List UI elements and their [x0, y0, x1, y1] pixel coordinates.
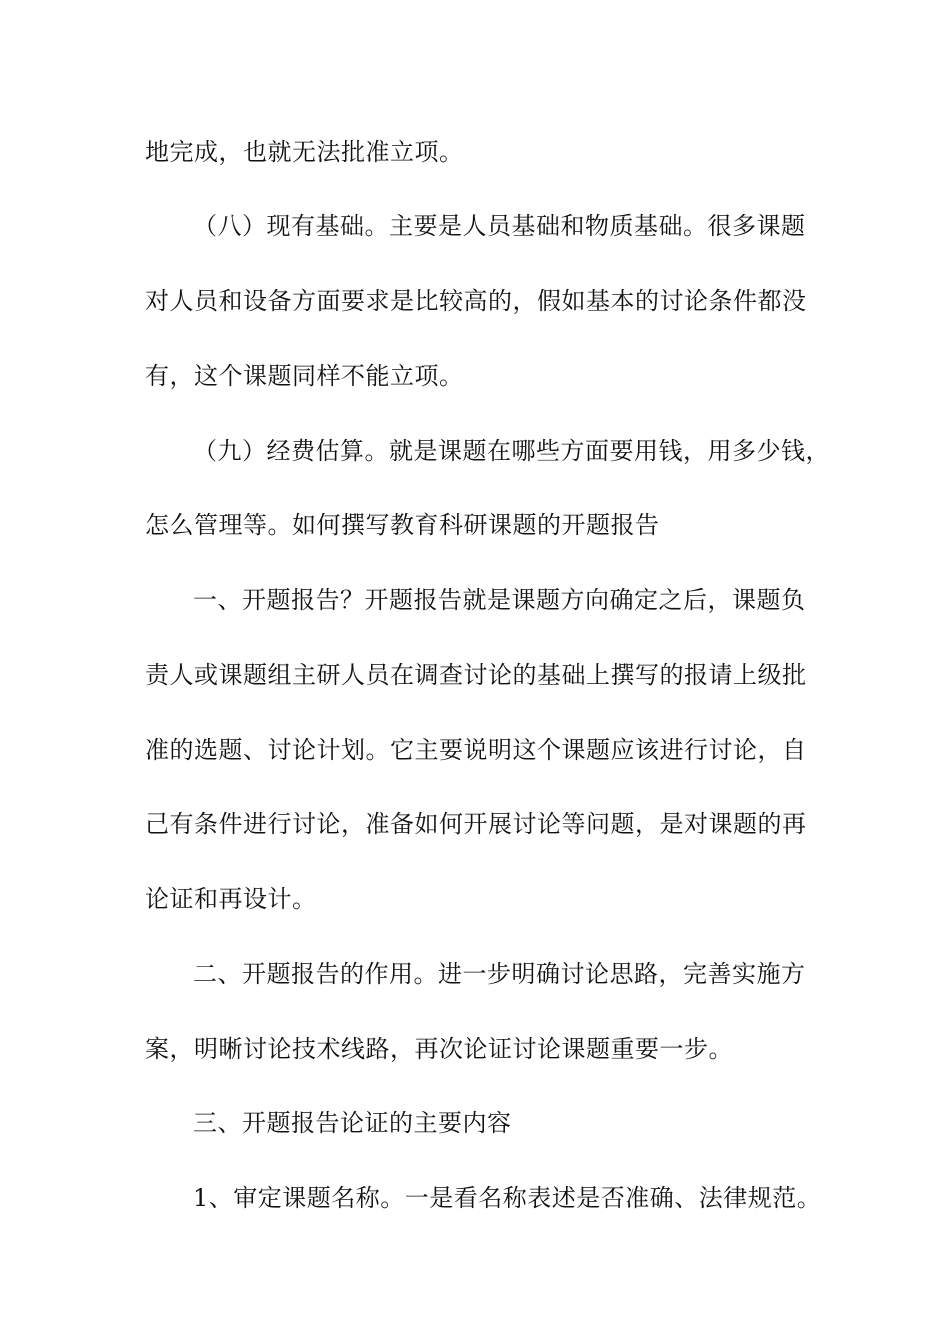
- text-line: 1、审定课题名称。一是看名称表述是否准确、法律规范。: [193, 1184, 822, 1212]
- text-line: 有，这个课题同样不能立项。: [145, 362, 464, 390]
- text-line: 对人员和设备方面要求是比较高的，假如基本的讨论条件都没: [145, 287, 807, 315]
- text-line: 怎么管理等。如何撰写教育科研课题的开题报告: [145, 511, 660, 539]
- text-line: 一、开题报告？开题报告就是课题方向确定之后，课题负: [193, 586, 806, 614]
- text-line: 己有条件进行讨论，准备如何开展讨论等问题，是对课题的再: [145, 810, 807, 838]
- text-line: 准的选题、讨论计划。它主要说明这个课题应该进行讨论，自: [145, 736, 807, 764]
- text-line: 论证和再设计。: [145, 885, 317, 913]
- text-line: （九）经费估算。就是课题在哪些方面要用钱，用多少钱，: [193, 437, 830, 465]
- text-line: 地完成，也就无法批准立项。: [145, 138, 464, 166]
- text-line: （八）现有基础。主要是人员基础和物质基础。很多课题: [193, 212, 806, 240]
- text-line: 案，明晰讨论技术线路，再次论证讨论课题重要一步。: [145, 1035, 733, 1063]
- text-line: 责人或课题组主研人员在调查讨论的基础上撰写的报请上级批: [145, 661, 807, 689]
- text-line: 三、开题报告论证的主要内容: [193, 1109, 512, 1137]
- text-line: 二、开题报告的作用。进一步明确讨论思路，完善实施方: [193, 960, 806, 988]
